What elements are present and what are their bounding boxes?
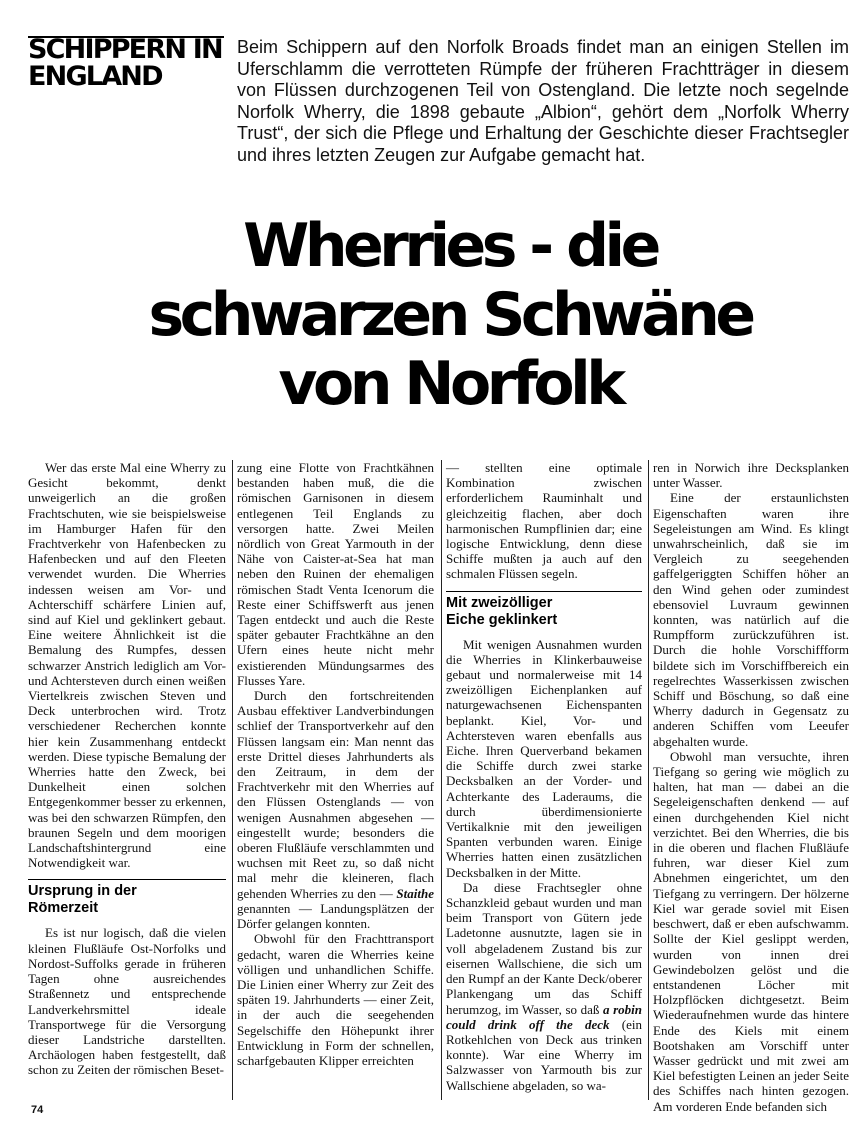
body-paragraph: Obwohl für den Frachttransport gedacht, waren die Wherries keine völligen und unhandlichen Schiffe. Die Linien einer Wherry zur Zeit des späten 19. Jahrhunderts — einer Zeit, in der auch die seegehenden Segelschiffe den Höhepunkt ihrer Entwicklung in Form der schnellen, scharfgebauten Klipper erreichten xyxy=(237,931,434,1068)
body-text: Da diese Frachtsegler ohne Schanzkleid gebaut wurden und man beim Transport von Gütern jede Ladetonne ausnutzte, lagen sie in voll abgeladenem Zustand bis zur eisernen Wallschiene, die sich um den Rumpf an der Kante Deck/oberer Plankengang um das Schiff herumzog, im Wasser, so daß xyxy=(446,879,642,1017)
section-kicker xyxy=(28,36,226,90)
text-column-4 xyxy=(653,460,849,1114)
body-paragraph xyxy=(237,688,434,931)
body-paragraph: Wer das erste Mal eine Wherry zu Gesicht bekommt, denkt unweigerlich an die großen Frachtschuten, wie sie beispielsweise im Hamburger Hafen für den Frachtverkehr von Hafenbecken zu Hafenbecken und auf den Fleeten verwendet wurden. Die Wherries indessen weisen am Vor- und Achterschiff schärfere Linien auf, sind auf Kiel und geklinkert gebaut. Eine weitere Ähnlichkeit ist die Bemalung des Rumpfes, dessen schwarzer Anstrich lediglich am Vor- und Achtersteven durch einen weißen Viertelkreis zwischen Steven und Deck unterbrochen wird. Trotz verschiedener Recherchen konnte hier kein Zusammenhang entdeckt werden. Diese typische Bemalung der Wherries hatte den Zweck, bei Dunkelheit einen solchen Entgegenkommer besser zu erkennen, was bei den schwarzen Rümpfen, den braunen Segeln und dem moorigen Landschaftshintergrund eine Notwendigkeit war. xyxy=(28,460,226,871)
subheading-line: Ursprung in der xyxy=(28,883,137,900)
article-headline xyxy=(60,212,840,419)
text-column-1 xyxy=(28,460,226,1078)
body-paragraph: zung eine Flotte von Frachtkähnen bestanden haben muß, die die römischen Garnisonen in diesem entlegenen Teil Englands zu versorgen hatte. Zwei Meilen nördlich von Great Yarmouth in der Nähe von Caister-at-Sea hat man neben den Ruinen der ehemaligen römischen Stadt Venta Icenorum die Reste einer Schiffswerft aus jenen Tagen entdeckt und auch die Reste später gebauter Frachtkähne an den Ufern eines heute nicht mehr existierenden Mündungsarmes des Flusses Yare. xyxy=(237,460,434,688)
page-number: 74 xyxy=(31,1104,44,1116)
body-paragraph: — stellten eine optimale Kombination zwischen erforderlichem Rauminhalt und gleichzeitig flachen, aber doch harmonischen Rumpflinien dar; eine logische Entwicklung, denn diese Schiffe mußten ja auch auf den schmalen Flüssen segeln. xyxy=(446,460,642,582)
text-column-2 xyxy=(237,460,434,1068)
subheading-line: Römerzeit xyxy=(28,900,99,917)
subheading-line: Mit zweizölliger xyxy=(446,594,553,611)
body-paragraph: Mit wenigen Ausnahmen wurden die Wherries in Klinkerbauweise gebaut und normalerweise mit 14 zweizölligen Eichenplanken auf naturgewachsenen Eichenspanten beplankt. Kiel, Vor- und Achtersteven waren ebenfalls aus Eiche. Ihren Querverband bekamen die Schiffe durch zwei starke Decksbalken an der Vorder- und Achterkante des Laderaums, die durch überdimensionierte Vertikalknie mit den jeweiligen Spanten verbunden waren. Einige Wherries hatten einen zusätzlichen Decksbalken in der Mitte. xyxy=(446,636,642,880)
subheading-ursprung xyxy=(28,879,226,917)
body-text: (ein Rotkehlchen von Deck aus trinken konnte). War eine Wherry im Salzwasser von Yarmouth bis zur Wallschiene abgeladen, so wa- xyxy=(446,1016,642,1093)
body-paragraph: Obwohl man versuchte, ihren Tiefgang so gering wie möglich zu halten, hat man — dabei an die Segeleigenschaften denkend — auf einen durchgehenden Kiel nicht verzichtet. Bei den Wherries, die bis in die oberen und flachen Flußläufe fuhren, war dieser Kiel zum Abnehmen eingerichtet, um den Tiefgang zu verringern. Der hölzerne Kiel war gerade soviel mit Eisen beschwert, daß er eben aufschwamm. Sollte der Kiel geslippt werden, wurden von innen drei Gewindebolzen gelöst und die entstandenen Löcher mit Holzpflöcken dichtgesetzt. Beim Wiederaufnehmen wurde das hintere Ende des Kiels mit einem Bootshaken am Vorschiff unter Wasser gedrückt und mit zwei am Kiel befestigten Leinen an jeder Seite des Schiffes nach hinten gezogen. Am vorderen Ende befanden sich xyxy=(653,748,850,1114)
body-paragraph: ren in Norwich ihre Decksplanken unter Wasser. xyxy=(653,460,849,491)
column-divider xyxy=(441,460,442,1100)
emphasis-text: a robin could drink off the deck xyxy=(446,1001,642,1032)
text-column-3 xyxy=(446,460,642,1093)
headline-line-2: schwarzen Schwäne xyxy=(148,280,752,350)
body-text: genannten — Landungsplätzen der Dörfer gelangen konnten. xyxy=(237,900,434,932)
kicker-line-2: ENGLAND xyxy=(28,61,162,92)
body-paragraph xyxy=(446,880,642,1093)
body-paragraph: Es ist nur logisch, daß die vielen kleinen Flußläufe Ost-Norfolks und Nordost-Suffolks gerade in früheren Tagen ohne ausreichendes Straßennetz und entsprechende Landverkehrsmittel ideale Transportwege für die Versorgung dieser Landstriche darstellten. Archäologen haben festgestellt, daß schon zu Zeiten der römischen Beset- xyxy=(28,925,226,1078)
intro-paragraph: Beim Schippern auf den Norfolk Broads findet man an einigen Stellen im Uferschlamm die verrotteten Rümpfe der früheren Frachtträger in diesem von Flüssen durchzogenen Teil von Ostengland. Die letzte noch segelnde Norfolk Wherry, die 1898 gebaute „Albion“, gehört dem „Norfolk Wherry Trust“, der sich die Pflege und Erhaltung der Geschichte dieser Frachtsegler und ihres letzten Zeugen zur Aufgabe gemacht hat. xyxy=(237,37,849,165)
emphasis-text: Staithe xyxy=(396,885,434,901)
headline-line-3: von Norfolk xyxy=(278,349,622,419)
body-text: Durch den fortschreitenden Ausbau effektiver Landverbindungen schlief der Transportverkehr auf den Flüssen langsam ein: Man nennt das erste Drittel dieses Jahrhunderts als den Zeitraum, in dem der Frachtverkehr mit den Wherries auf den Flüssen Ostenglands — von wenigen Ausnahmen abgesehen — eingestellt wurde; besonders die oberen Flußläufe verschlammten und wuchsen mit Reet zu, so daß nicht mal mehr die kleineren, flach gehenden Wherries zu den — xyxy=(237,688,434,901)
subheading-eiche xyxy=(446,591,642,629)
subheading-line: Eiche geklinkert xyxy=(446,611,558,628)
kicker-line-1: SCHIPPERN IN xyxy=(28,34,222,65)
body-paragraph: Eine der erstaunlichsten Eigenschaften waren ihre Segeleistungen am Wind. Es klingt unwahrscheinlich, daß sie im Vergleich zu seegehenden gaffelgeriggten Schiffen höher an den Wind gehen oder zumindest ebensoviel Luvraum gewinnen konnten, was natürlich auf die Rumpfform zurückzuführen ist. Durch die hohle Vorschiffform bildete sich im Vorschiffbereich ein regelrechtes Wasserkissen zwischen Schiff und Böschung, so daß eine Wherry dadurch in Gegensatz zu anderen Schiffen vom Leeufer abgehalten wurde. xyxy=(653,490,849,749)
headline-line-1: Wherries - die xyxy=(243,211,657,281)
column-divider xyxy=(648,460,649,1100)
column-divider xyxy=(232,460,233,1100)
